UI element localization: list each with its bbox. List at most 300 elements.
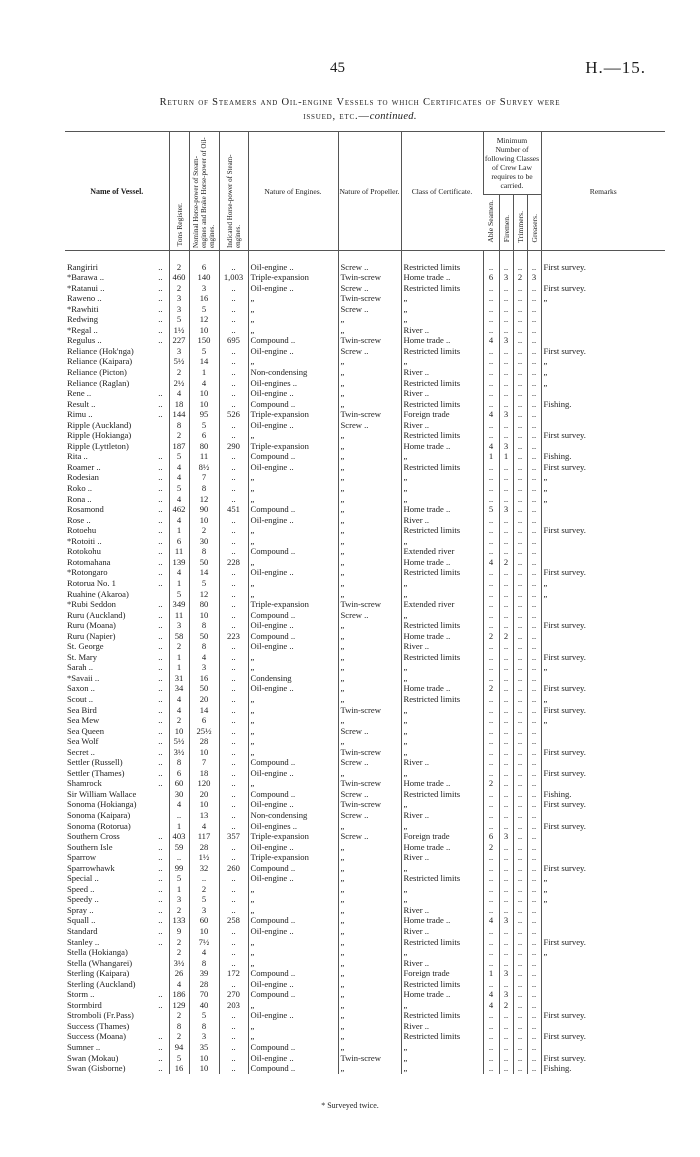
- greasers: ..: [527, 1031, 541, 1042]
- able-seamen: ..: [483, 388, 499, 399]
- propeller-type: „: [338, 905, 401, 916]
- firemen: ..: [499, 884, 513, 895]
- vessel-name: [65, 610, 169, 621]
- nominal-horse-power: 10: [189, 388, 219, 399]
- engine-type: Oil-engines ..: [248, 378, 338, 389]
- nominal-horse-power: 10: [189, 399, 219, 410]
- indicated-horse-power: ..: [219, 599, 248, 610]
- firemen: ..: [499, 873, 513, 884]
- tons-register: 10: [169, 726, 189, 737]
- nominal-horse-power: 8: [189, 641, 219, 652]
- certificate-class: Home trade ..: [401, 683, 483, 694]
- trimmers: ..: [513, 799, 527, 810]
- vessel-name: [65, 388, 169, 399]
- vessel-name: [65, 747, 169, 758]
- trimmers: ..: [513, 715, 527, 726]
- engine-type: Compound ..: [248, 610, 338, 621]
- leader-dots: ..: [158, 904, 163, 915]
- vessel-name: [65, 958, 169, 969]
- greasers: ..: [527, 262, 541, 273]
- nominal-horse-power: 4: [189, 378, 219, 389]
- table-row: [65, 1031, 665, 1042]
- table-row: [65, 757, 665, 768]
- certificate-class: Restricted limits: [401, 262, 483, 273]
- engine-type: „: [248, 947, 338, 958]
- engine-type: Oil-engine ..: [248, 768, 338, 779]
- engine-type: „: [248, 356, 338, 367]
- propeller-type: „: [338, 1021, 401, 1032]
- remarks: [541, 958, 665, 969]
- tons-register: 2: [169, 937, 189, 948]
- engine-type: „: [248, 1000, 338, 1011]
- trimmers: ..: [513, 905, 527, 916]
- vessel-name: [65, 831, 169, 842]
- indicated-horse-power: 258: [219, 915, 248, 926]
- engine-type: Compound ..: [248, 1042, 338, 1053]
- propeller-type: „: [338, 620, 401, 631]
- tons-register: 11: [169, 610, 189, 621]
- title-line-2-prefix: issued, etc.—: [303, 111, 370, 122]
- tons-register: 58: [169, 631, 189, 642]
- trimmers: ..: [513, 842, 527, 853]
- certificate-class: River ..: [401, 515, 483, 526]
- propeller-type: „: [338, 314, 401, 325]
- table-row: [65, 378, 665, 389]
- able-seamen: 2: [483, 778, 499, 789]
- nominal-horse-power: 10: [189, 610, 219, 621]
- propeller-type: „: [338, 399, 401, 410]
- remarks: [541, 420, 665, 431]
- leader-dots: ..: [158, 736, 163, 747]
- greasers: ..: [527, 325, 541, 336]
- trimmers: ..: [513, 293, 527, 304]
- nominal-horse-power: 12: [189, 589, 219, 600]
- vessel-name-text: Stanley ..: [67, 936, 100, 947]
- remarks: [541, 515, 665, 526]
- vessel-name: [65, 1042, 169, 1053]
- header-nominal-hp: [189, 132, 219, 251]
- remarks: [541, 536, 665, 547]
- tons-register: 462: [169, 504, 189, 515]
- able-seamen: ..: [483, 262, 499, 273]
- certificate-class: „: [401, 736, 483, 747]
- engine-type: „: [248, 778, 338, 789]
- tons-register: 2: [169, 947, 189, 958]
- certificate-class: Restricted limits: [401, 789, 483, 800]
- leader-dots: ..: [158, 525, 163, 536]
- leader-dots: ..: [158, 989, 163, 1000]
- vessel-name: [65, 789, 169, 800]
- engine-type: „: [248, 430, 338, 441]
- certificate-class: Home trade ..: [401, 335, 483, 346]
- firemen: ..: [499, 937, 513, 948]
- leader-dots: ..: [158, 609, 163, 620]
- leader-dots: ..: [158, 567, 163, 578]
- remarks: First survey.: [541, 1010, 665, 1021]
- tons-register: 403: [169, 831, 189, 842]
- greasers: ..: [527, 863, 541, 874]
- leader-dots: ..: [158, 651, 163, 662]
- propeller-type: „: [338, 768, 401, 779]
- remarks: „: [541, 578, 665, 589]
- remarks: Fishing.: [541, 399, 665, 410]
- tons-register: 5: [169, 451, 189, 462]
- firemen: ..: [499, 262, 513, 273]
- firemen: ..: [499, 958, 513, 969]
- vessel-name-text: Rosamond: [67, 504, 104, 515]
- remarks: [541, 304, 665, 315]
- certificate-class: „: [401, 947, 483, 958]
- leader-dots: ..: [158, 514, 163, 525]
- able-seamen: ..: [483, 979, 499, 990]
- leader-dots: ..: [158, 915, 163, 926]
- vessel-name-text: Ruru (Moana): [67, 620, 116, 631]
- trimmers: ..: [513, 989, 527, 1000]
- nominal-horse-power: 25½: [189, 726, 219, 737]
- vessel-name-text: Sea Bird: [67, 704, 97, 715]
- tons-register: 5: [169, 589, 189, 600]
- tons-register: 133: [169, 915, 189, 926]
- nominal-horse-power: 18: [189, 768, 219, 779]
- certificate-class: Home trade ..: [401, 557, 483, 568]
- propeller-type: „: [338, 525, 401, 536]
- propeller-type: Twin-screw: [338, 293, 401, 304]
- greasers: ..: [527, 378, 541, 389]
- able-seamen: ..: [483, 863, 499, 874]
- tons-register: 187: [169, 441, 189, 452]
- leader-dots: ..: [158, 831, 163, 842]
- spacer-row: [65, 251, 665, 262]
- leader-dots: ..: [158, 599, 163, 610]
- firemen: ..: [499, 356, 513, 367]
- trimmers: ..: [513, 483, 527, 494]
- greasers: ..: [527, 578, 541, 589]
- vessel-name: [65, 515, 169, 526]
- greasers: ..: [527, 483, 541, 494]
- indicated-horse-power: ..: [219, 314, 248, 325]
- trimmers: 2: [513, 272, 527, 283]
- vessel-name: [65, 1063, 169, 1074]
- table-row: [65, 979, 665, 990]
- greasers: ..: [527, 494, 541, 505]
- indicated-horse-power: ..: [219, 1021, 248, 1032]
- certificate-class: Home trade ..: [401, 504, 483, 515]
- engine-type: „: [248, 715, 338, 726]
- engine-type: Oil-engine ..: [248, 567, 338, 578]
- nominal-horse-power: 14: [189, 356, 219, 367]
- indicated-horse-power: ..: [219, 356, 248, 367]
- table-row: [65, 958, 665, 969]
- propeller-type: „: [338, 567, 401, 578]
- engine-type: Compound ..: [248, 789, 338, 800]
- tons-register: 1: [169, 884, 189, 895]
- vessel-name: [65, 768, 169, 779]
- engine-type: Oil-engine ..: [248, 283, 338, 294]
- indicated-horse-power: ..: [219, 399, 248, 410]
- tons-register: 8: [169, 757, 189, 768]
- trimmers: ..: [513, 662, 527, 673]
- propeller-type: Twin-screw: [338, 747, 401, 758]
- trimmers: ..: [513, 525, 527, 536]
- able-seamen: ..: [483, 589, 499, 600]
- propeller-type: „: [338, 388, 401, 399]
- leader-dots: ..: [158, 725, 163, 736]
- vessel-name-text: Sonoma (Rotorua): [67, 820, 131, 831]
- greasers: ..: [527, 778, 541, 789]
- nominal-horse-power: 8: [189, 483, 219, 494]
- propeller-type: „: [338, 462, 401, 473]
- vessel-name: [65, 915, 169, 926]
- trimmers: ..: [513, 1042, 527, 1053]
- tons-register: 8: [169, 1021, 189, 1032]
- greasers: ..: [527, 631, 541, 642]
- trimmers: ..: [513, 504, 527, 515]
- tons-register: 2: [169, 430, 189, 441]
- vessel-name: [65, 504, 169, 515]
- firemen: 3: [499, 915, 513, 926]
- certificate-class: „: [401, 536, 483, 547]
- vessel-name: [65, 430, 169, 441]
- able-seamen: ..: [483, 1021, 499, 1032]
- able-seamen: ..: [483, 747, 499, 758]
- trimmers: ..: [513, 262, 527, 273]
- engine-type: „: [248, 314, 338, 325]
- tons-register: 1: [169, 525, 189, 536]
- table-row: [65, 810, 665, 821]
- trimmers: ..: [513, 810, 527, 821]
- title-line-2: [60, 110, 660, 124]
- greasers: ..: [527, 462, 541, 473]
- nominal-horse-power: 13: [189, 810, 219, 821]
- header-crew-group-label: Minimum Number of following Classes of Crew Law requires to be carried.: [484, 135, 540, 190]
- certificate-class: Home trade ..: [401, 778, 483, 789]
- engine-type: „: [248, 494, 338, 505]
- nominal-horse-power: 10: [189, 926, 219, 937]
- tons-register: 4: [169, 388, 189, 399]
- vessel-name: [65, 546, 169, 557]
- propeller-type: Twin-screw: [338, 409, 401, 420]
- leader-dots: ..: [158, 546, 163, 557]
- vessel-name-text: Standard: [67, 926, 98, 936]
- firemen: ..: [499, 472, 513, 483]
- engine-type: Compound ..: [248, 1063, 338, 1074]
- trimmers: ..: [513, 768, 527, 779]
- tons-register: 1: [169, 821, 189, 832]
- firemen: ..: [499, 799, 513, 810]
- remarks: „: [541, 873, 665, 884]
- trimmers: ..: [513, 683, 527, 694]
- leader-dots: ..: [158, 852, 163, 863]
- tons-register: 3½: [169, 958, 189, 969]
- indicated-horse-power: ..: [219, 420, 248, 431]
- vessel-name: [65, 462, 169, 473]
- table-row: [65, 715, 665, 726]
- firemen: ..: [499, 1010, 513, 1021]
- indicated-horse-power: ..: [219, 821, 248, 832]
- vessel-name: [65, 726, 169, 737]
- vessel-name-text: Rangiriri: [67, 261, 99, 272]
- indicated-horse-power: ..: [219, 378, 248, 389]
- remarks: First survey.: [541, 821, 665, 832]
- trimmers: ..: [513, 631, 527, 642]
- able-seamen: ..: [483, 810, 499, 821]
- tons-register: 5½: [169, 736, 189, 747]
- certificate-class: „: [401, 451, 483, 462]
- greasers: ..: [527, 1010, 541, 1021]
- trimmers: ..: [513, 894, 527, 905]
- vessel-returns-table: [65, 131, 665, 1074]
- trimmers: ..: [513, 409, 527, 420]
- engine-type: Oil-engine ..: [248, 641, 338, 652]
- firemen: ..: [499, 420, 513, 431]
- header-firemen: [499, 194, 513, 250]
- vessel-name: [65, 694, 169, 705]
- remarks: First survey.: [541, 768, 665, 779]
- greasers: ..: [527, 937, 541, 948]
- trimmers: ..: [513, 747, 527, 758]
- leader-dots: ..: [158, 1042, 163, 1053]
- header-greasers-label: Greasers.: [529, 213, 539, 243]
- trimmers: ..: [513, 863, 527, 874]
- leader-dots: ..: [158, 704, 163, 715]
- propeller-type: „: [338, 683, 401, 694]
- vessel-name-text: Success (Moana): [67, 1031, 126, 1042]
- vessel-name-text: Rotomahana: [67, 556, 111, 567]
- vessel-name: [65, 356, 169, 367]
- tons-register: 4: [169, 515, 189, 526]
- tons-register: 2: [169, 1031, 189, 1042]
- indicated-horse-power: 228: [219, 557, 248, 568]
- engine-type: Compound ..: [248, 546, 338, 557]
- tons-register: ..: [169, 852, 189, 863]
- header-indicated-hp: [219, 132, 248, 251]
- nominal-horse-power: 12: [189, 494, 219, 505]
- leader-dots: ..: [158, 556, 163, 567]
- vessel-name: [65, 335, 169, 346]
- nominal-horse-power: 117: [189, 831, 219, 842]
- propeller-type: „: [338, 378, 401, 389]
- greasers: ..: [527, 441, 541, 452]
- remarks: [541, 335, 665, 346]
- trimmers: ..: [513, 367, 527, 378]
- vessel-name-text: Spray ..: [67, 904, 94, 915]
- tons-register: 349: [169, 599, 189, 610]
- propeller-type: „: [338, 430, 401, 441]
- firemen: ..: [499, 430, 513, 441]
- certificate-class: River ..: [401, 325, 483, 336]
- certificate-class: Extended river: [401, 546, 483, 557]
- certificate-class: „: [401, 1053, 483, 1064]
- nominal-horse-power: 39: [189, 968, 219, 979]
- propeller-type: „: [338, 494, 401, 505]
- propeller-type: „: [338, 736, 401, 747]
- trimmers: ..: [513, 378, 527, 389]
- firemen: ..: [499, 905, 513, 916]
- leader-dots: ..: [158, 883, 163, 894]
- greasers: ..: [527, 525, 541, 536]
- vessel-name-text: Shamrock: [67, 778, 102, 789]
- vessel-name-text: Stromboli (Fr.Pass): [67, 1010, 134, 1021]
- table-row: [65, 472, 665, 483]
- nominal-horse-power: 8: [189, 958, 219, 969]
- remarks: First survey.: [541, 652, 665, 663]
- certificate-class: Extended river: [401, 599, 483, 610]
- trimmers: ..: [513, 388, 527, 399]
- greasers: ..: [527, 799, 541, 810]
- vessel-name: [65, 325, 169, 336]
- propeller-type: „: [338, 356, 401, 367]
- nominal-horse-power: 7½: [189, 937, 219, 948]
- propeller-type: „: [338, 652, 401, 663]
- greasers: ..: [527, 926, 541, 937]
- indicated-horse-power: ..: [219, 905, 248, 916]
- firemen: ..: [499, 852, 513, 863]
- vessel-name-text: Sparrow: [67, 852, 97, 863]
- trimmers: ..: [513, 304, 527, 315]
- indicated-horse-power: ..: [219, 852, 248, 863]
- certificate-class: Restricted limits: [401, 873, 483, 884]
- indicated-horse-power: ..: [219, 293, 248, 304]
- table-row: [65, 726, 665, 737]
- able-seamen: 2: [483, 683, 499, 694]
- tons-register: 2: [169, 283, 189, 294]
- trimmers: ..: [513, 831, 527, 842]
- firemen: ..: [499, 293, 513, 304]
- greasers: ..: [527, 810, 541, 821]
- greasers: ..: [527, 842, 541, 853]
- certificate-class: „: [401, 747, 483, 758]
- remarks: [541, 989, 665, 1000]
- vessel-name-text: Result ..: [67, 398, 96, 409]
- footnote: * Surveyed twice.: [321, 1101, 379, 1110]
- vessel-name-text: St. George: [67, 641, 104, 652]
- vessel-name-text: Secret ..: [67, 746, 95, 757]
- remarks: [541, 968, 665, 979]
- able-seamen: ..: [483, 821, 499, 832]
- nominal-horse-power: 140: [189, 272, 219, 283]
- certificate-class: „: [401, 821, 483, 832]
- remarks: First survey.: [541, 799, 665, 810]
- trimmers: ..: [513, 736, 527, 747]
- greasers: ..: [527, 757, 541, 768]
- vessel-name: [65, 293, 169, 304]
- greasers: ..: [527, 705, 541, 716]
- greasers: ..: [527, 905, 541, 916]
- vessel-name: [65, 821, 169, 832]
- greasers: ..: [527, 293, 541, 304]
- vessel-name: [65, 673, 169, 684]
- engine-type: Compound ..: [248, 631, 338, 642]
- certificate-class: Foreign trade: [401, 409, 483, 420]
- firemen: ..: [499, 346, 513, 357]
- firemen: ..: [499, 578, 513, 589]
- leader-dots: ..: [158, 683, 163, 694]
- nominal-horse-power: 1: [189, 367, 219, 378]
- vessel-name-text: Sonoma (Kaipara): [67, 809, 131, 820]
- able-seamen: ..: [483, 325, 499, 336]
- tons-register: 1: [169, 578, 189, 589]
- able-seamen: ..: [483, 314, 499, 325]
- able-seamen: ..: [483, 1042, 499, 1053]
- remarks: [541, 546, 665, 557]
- indicated-horse-power: ..: [219, 483, 248, 494]
- table-row: [65, 683, 665, 694]
- propeller-type: „: [338, 367, 401, 378]
- nominal-horse-power: 5: [189, 304, 219, 315]
- vessel-name-text: Sea Wolf: [67, 736, 99, 747]
- able-seamen: 2: [483, 842, 499, 853]
- table-row: [65, 589, 665, 600]
